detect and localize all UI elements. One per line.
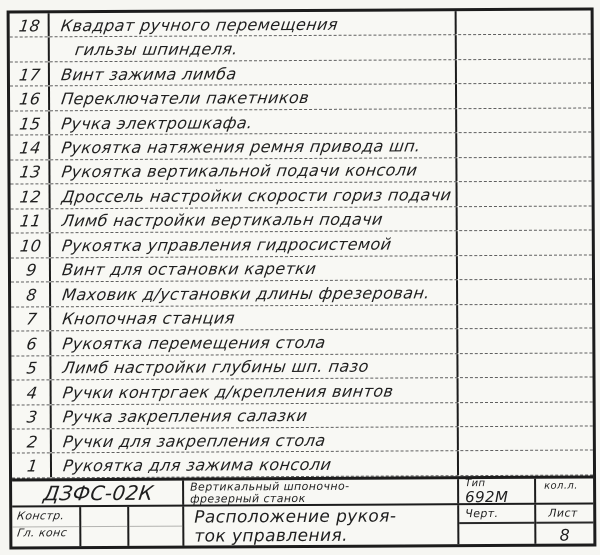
drawing-title-line1: Расположение рукоя- bbox=[194, 506, 397, 528]
row-description-cell bbox=[50, 85, 457, 111]
row-empty-cell bbox=[458, 231, 592, 255]
type-value: 692М bbox=[465, 487, 509, 506]
row-empty-cell bbox=[458, 329, 592, 353]
type-cell bbox=[459, 478, 536, 506]
row-number-cell bbox=[11, 258, 51, 282]
row-description-cell bbox=[50, 36, 457, 62]
table-row bbox=[12, 426, 593, 454]
table-frame bbox=[7, 7, 597, 549]
row-number-cell bbox=[10, 62, 50, 86]
row-description-cell bbox=[52, 427, 459, 453]
signature-roles-cell bbox=[12, 507, 81, 546]
row-description: Рукоятка для зажима консоли bbox=[61, 454, 333, 476]
row-empty-cell bbox=[459, 451, 593, 475]
row-number-cell bbox=[10, 111, 50, 135]
row-number: 7 bbox=[24, 309, 39, 329]
row-empty-cell bbox=[457, 84, 591, 108]
row-description-cell bbox=[50, 11, 457, 37]
row-number-cell bbox=[11, 234, 51, 258]
table-row bbox=[10, 84, 591, 112]
title-block bbox=[12, 475, 593, 546]
signature-empty-cell-1 bbox=[81, 507, 129, 546]
row-empty-cell bbox=[457, 59, 591, 83]
table-row bbox=[11, 280, 592, 308]
table-row bbox=[10, 108, 591, 136]
row-number-cell bbox=[10, 13, 50, 37]
row-number: 16 bbox=[18, 89, 43, 109]
row-empty-cell bbox=[458, 353, 592, 377]
row-empty-cell bbox=[459, 378, 593, 402]
row-number: 13 bbox=[18, 162, 43, 182]
model-cell bbox=[12, 481, 184, 506]
row-description: Маховик д/установки длины фрезерован. bbox=[61, 283, 432, 305]
table-row bbox=[11, 206, 592, 234]
signature-empty-cell-2 bbox=[129, 507, 184, 546]
row-description-cell bbox=[50, 109, 457, 135]
row-description-cell bbox=[51, 182, 458, 208]
row-number-cell bbox=[11, 307, 51, 331]
row-number: 5 bbox=[25, 358, 39, 378]
row-number-cell bbox=[10, 38, 50, 62]
table-row bbox=[11, 182, 592, 210]
drawing-number-cell bbox=[459, 505, 536, 544]
row-description-cell bbox=[51, 231, 458, 257]
row-description-cell bbox=[52, 378, 459, 404]
row-empty-cell bbox=[457, 10, 591, 34]
row-empty-cell bbox=[457, 182, 591, 206]
row-empty-cell bbox=[459, 402, 593, 426]
row-number: 12 bbox=[18, 187, 43, 207]
row-description: Ручка электрошкафа. bbox=[60, 112, 254, 133]
row-empty-cell bbox=[457, 157, 591, 181]
row-description-cell bbox=[51, 256, 458, 282]
row-description-cell bbox=[50, 60, 457, 86]
table-row bbox=[10, 133, 591, 161]
row-number-cell bbox=[11, 331, 51, 355]
row-number-cell bbox=[12, 454, 52, 478]
row-description: Винт зажима лимба bbox=[59, 63, 239, 84]
table-row bbox=[12, 402, 593, 430]
row-description: Лимб настройки вертикальн подачи bbox=[60, 209, 385, 231]
table-row bbox=[12, 451, 593, 479]
sheet-number: 8 bbox=[559, 525, 571, 545]
row-number-cell bbox=[11, 209, 51, 233]
row-description: Переключатели пакетников bbox=[60, 88, 311, 109]
row-empty-cell bbox=[458, 280, 592, 304]
row-empty-cell bbox=[457, 108, 591, 132]
row-description: Рукоятка перемещения стола bbox=[61, 332, 328, 354]
row-number-cell bbox=[10, 136, 50, 160]
row-empty-cell bbox=[457, 35, 591, 59]
row-number: 1 bbox=[25, 456, 39, 476]
table-row bbox=[10, 157, 591, 185]
row-description: Дроссель настройки скорости гориз подачи bbox=[60, 185, 453, 207]
sheets-count-cell bbox=[536, 478, 593, 502]
row-number-cell bbox=[12, 429, 52, 453]
row-number-cell bbox=[11, 356, 51, 380]
table-row bbox=[10, 59, 591, 87]
row-number: 9 bbox=[24, 260, 38, 280]
row-description: Рукоятка натяжения ремня привода шп. bbox=[60, 136, 423, 158]
table-row bbox=[12, 378, 593, 406]
machine-name-line2: фрезерный станок bbox=[190, 491, 306, 506]
row-number: 17 bbox=[18, 64, 43, 85]
row-number-cell bbox=[10, 87, 50, 111]
row-description-cell bbox=[50, 134, 457, 160]
row-description-cell bbox=[51, 305, 458, 331]
row-description-cell bbox=[51, 354, 458, 380]
table-row bbox=[10, 10, 591, 38]
parts-table bbox=[10, 10, 593, 478]
role-chief-label: Гл. конс bbox=[16, 525, 69, 540]
drawing-title-cell bbox=[184, 505, 459, 545]
row-number: 15 bbox=[18, 113, 43, 134]
row-description-cell bbox=[51, 280, 458, 306]
title-block-row-2-3 bbox=[12, 502, 593, 546]
row-description: Лимб настройки глубины шп. пазо bbox=[61, 356, 371, 378]
row-empty-cell bbox=[457, 133, 591, 157]
table-row bbox=[11, 304, 592, 332]
row-number: 11 bbox=[19, 211, 43, 231]
table-row bbox=[11, 255, 592, 283]
row-description-cell bbox=[50, 158, 457, 184]
row-number: 8 bbox=[24, 285, 38, 305]
row-number-cell bbox=[11, 185, 51, 209]
sheet-cell bbox=[536, 504, 593, 543]
row-description: Ручки для закрепления стола bbox=[61, 430, 327, 451]
row-number-cell bbox=[11, 282, 51, 306]
model-code: ДЗФС-02К bbox=[42, 480, 156, 505]
row-number: 18 bbox=[18, 16, 42, 36]
row-empty-cell bbox=[459, 426, 593, 450]
role-constructor-label: Констр. bbox=[16, 509, 66, 523]
row-number: 10 bbox=[19, 236, 43, 256]
row-number: 6 bbox=[25, 334, 39, 354]
drawing-title-line2: ток управления. bbox=[194, 525, 348, 547]
table-row bbox=[10, 35, 591, 63]
row-number: 4 bbox=[25, 383, 39, 403]
row-description-cell bbox=[51, 207, 458, 233]
row-number-cell bbox=[12, 405, 52, 429]
table-row bbox=[11, 329, 592, 357]
row-description: гильзы шпинделя. bbox=[73, 39, 240, 60]
row-description-cell bbox=[51, 329, 458, 355]
row-empty-cell bbox=[458, 255, 592, 279]
table-row bbox=[11, 353, 592, 381]
row-empty-cell bbox=[458, 206, 592, 230]
row-description: Ручка закрепления салазки bbox=[61, 406, 309, 427]
sheet-label: Лист bbox=[548, 506, 578, 520]
row-number-cell bbox=[12, 380, 52, 404]
type-label: Тип bbox=[465, 478, 486, 490]
machine-name-cell bbox=[184, 479, 459, 504]
title-block-row-1 bbox=[12, 478, 593, 505]
drawing-label: Черт. bbox=[465, 506, 499, 521]
row-description: Кнопочная станция bbox=[61, 308, 237, 329]
row-description-cell bbox=[52, 452, 459, 478]
row-empty-cell bbox=[458, 304, 592, 328]
row-number: 14 bbox=[18, 138, 43, 158]
row-number: 2 bbox=[25, 432, 39, 452]
row-description: Квадрат ручного перемещения bbox=[59, 14, 340, 35]
machine-name-line1: Вертикальный шпоночно- bbox=[190, 479, 350, 494]
row-number-cell bbox=[10, 160, 50, 184]
table-row bbox=[11, 231, 592, 259]
sheets-label: кол.л. bbox=[544, 480, 578, 492]
row-description: Ручки контргаек д/крепления винтов bbox=[61, 381, 395, 402]
row-description: Рукоятка управления гидросистемой bbox=[60, 234, 393, 256]
row-description: Рукоятка вертикальной подачи консоли bbox=[60, 160, 419, 182]
row-description: Винт для остановки каретки bbox=[60, 259, 318, 280]
row-description-cell bbox=[52, 403, 459, 429]
row-number: 3 bbox=[25, 407, 39, 427]
